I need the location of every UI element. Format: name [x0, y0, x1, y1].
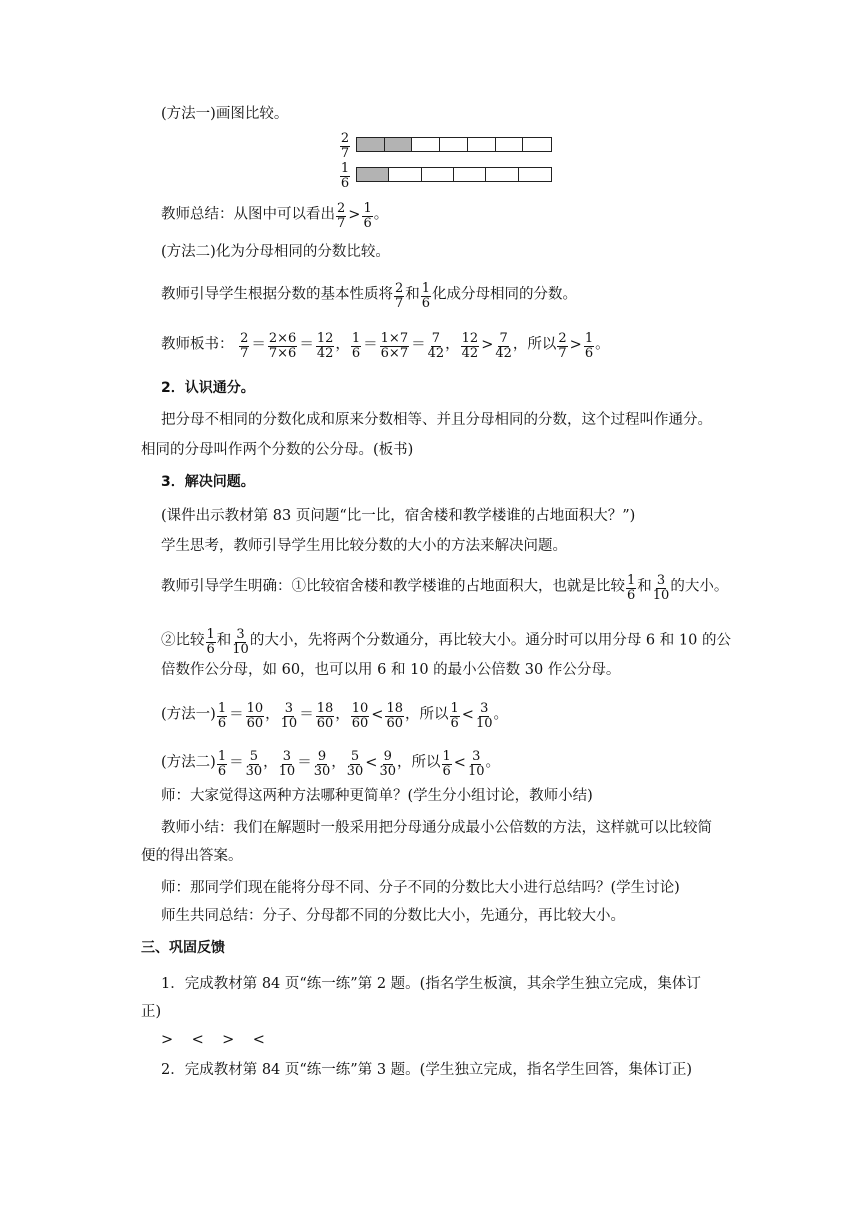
bar-cell — [486, 168, 518, 181]
bar-cell — [440, 138, 468, 151]
clarify-line-2: ②比较 $\frac{1}{6}$ 和 $\frac{3}{10}$ 的大小，先将两个分数通分，再比较大小。通分时可以用分母 6 和 10 的公 — [161, 627, 731, 657]
board-writing: 教师板书： $\frac{2}{7}$ ＝ $\frac{2\times 6}{7\times 6}$ ＝ $\frac{12}{42}$ ， $\frac{1}{6}$ ＝ $\frac{1\times 7}{6\times 7}$ ＝ $\frac{7}{42}$ ， $\frac{12}{42}$ > $\frac{7}{42}$ ，所以 $\frac{2}{7}$ > $\frac{1}{6}$ 。 — [161, 331, 610, 361]
bar-sixths — [356, 167, 552, 182]
exercise-1-line-1: 1．完成教材第 84 页“练一练”第 2 题。(指名学生板演，其余学生独立完成，集体订 — [161, 976, 701, 992]
guide1: 教师引导学生根据分数的基本性质将 $\frac{2}{7}$ 和 $\frac{1}{6}$ 化成分母相同的分数。 — [161, 281, 578, 311]
definition-line-1: 把分母不相同的分数化成和原来分数相等、并且分母相同的分数，这个过程叫作通分。 — [161, 412, 712, 428]
clarify-line-3: 倍数作公分母，如 60，也可以用 6 和 10 的最小公倍数 30 作公分母。 — [161, 662, 621, 678]
bar-cell-filled — [357, 168, 389, 181]
clarify-line-1: 教师引导学生明确：①比较宿舍楼和教学楼谁的占地面积大，也就是比较 $\frac{1}{6}$ 和 $\frac{3}{10}$ 的大小。 — [161, 573, 729, 603]
teacher-summary-line-1: 教师小结：我们在解题时一般采用把分母通分成最小公倍数的方法，这样就可以比较简 — [161, 820, 712, 836]
summary1: 教师总结：从图中可以看出 $\frac{2}{7}$ > $\frac{1}{6}$ 。 — [161, 201, 389, 231]
bar-cell — [389, 168, 421, 181]
section-2-heading: 2．认识通分。 — [161, 380, 255, 396]
bar-cell — [496, 138, 524, 151]
bar-cell — [468, 138, 496, 151]
method1-heading: (方法一)画图比较。 — [161, 106, 289, 122]
bar-cell-filled — [385, 138, 413, 151]
exercise-1-line-2: 正) — [141, 1004, 162, 1020]
teacher-question-2: 师：那同学们现在能将分母不同、分子不同的分数比大小进行总结吗？(学生讨论) — [161, 880, 680, 896]
joint-summary: 师生共同总结：分子、分母都不同的分数比大小，先通分，再比较大小。 — [161, 908, 625, 924]
bar-row-2-7 — [337, 130, 552, 161]
bar-label-1-6: 1 6 — [340, 160, 350, 191]
definition-line-2: 相同的分母叫作两个分数的公分母。(板书) — [141, 442, 414, 458]
teacher-summary-line-2: 便的得出答案。 — [141, 848, 243, 864]
section-3-heading: 3．解决问题。 — [161, 474, 255, 490]
bar-cell — [412, 138, 440, 151]
section-three-heading: 三、巩固反馈 — [141, 940, 225, 956]
bar-cell — [454, 168, 486, 181]
teacher-question: 师：大家觉得这两种方法哪种更简单？(学生分小组讨论，教师小结) — [161, 788, 593, 804]
bar-cell — [523, 138, 551, 151]
exercise-1-answers: > < > < — [161, 1032, 265, 1048]
bar-cell-filled — [357, 138, 385, 151]
exercise-2: 2．完成教材第 84 页“练一练”第 3 题。(学生独立完成，指名学生回答，集体订正) — [161, 1062, 692, 1078]
student-thinking: 学生思考，教师引导学生用比较分数的大小的方法来解决问题。 — [161, 538, 567, 554]
bar-cell — [519, 168, 551, 181]
method2-heading: (方法二)化为分母相同的分数比较。 — [161, 244, 390, 260]
bar-cell — [422, 168, 454, 181]
method-b-calc: (方法二) $\frac{1}{6}$ ＝ $\frac{5}{30}$ ， $\frac{3}{10}$ ＝ $\frac{9}{30}$ ， $\frac{5}{30}$ < $\frac{9}{30}$ ，所以 $\frac{1}{6}$ < $\frac{3}{10}$ 。 — [161, 749, 500, 779]
course-note: (课件出示教材第 83 页问题“比一比，宿舍楼和教学楼谁的占地面积大？”) — [161, 508, 636, 524]
bar-sevenths — [356, 137, 552, 152]
method-a-calc: (方法一) $\frac{1}{6}$ ＝ $\frac{10}{60}$ ， $\frac{3}{10}$ ＝ $\frac{18}{60}$ ， $\frac{10}{60}$ < $\frac{18}{60}$ ，所以 $\frac{1}{6}$ < $\frac{3}{10}$ 。 — [161, 701, 508, 731]
bar-row-1-6 — [337, 160, 552, 191]
bar-label-2-7: 2 7 — [340, 130, 350, 161]
